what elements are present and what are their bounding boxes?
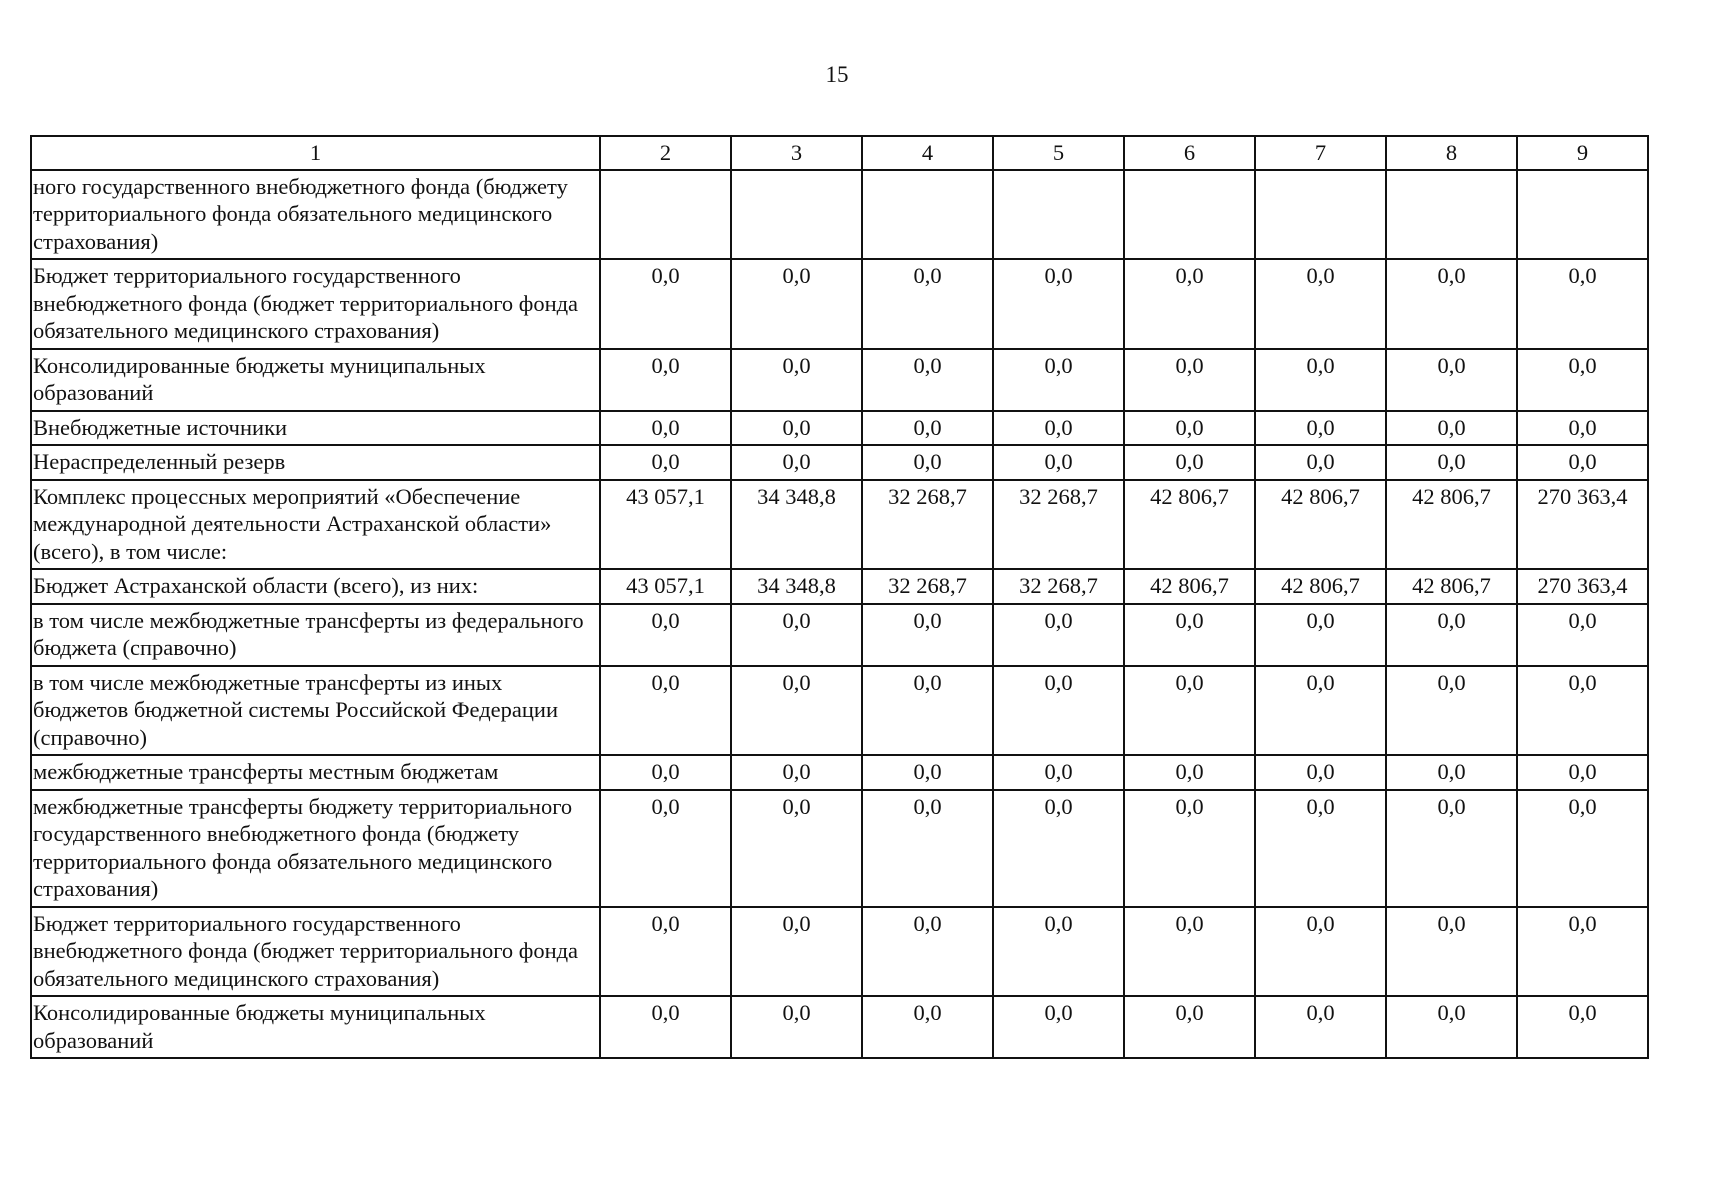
table-row: [31, 445, 1648, 480]
value-cell: 0,0: [731, 349, 862, 411]
value-cell: 0,0: [1255, 604, 1386, 666]
value-cell: 0,0: [1517, 666, 1648, 756]
value-cell: 0,0: [1124, 790, 1255, 907]
value-cell: 0,0: [993, 996, 1124, 1058]
value-cell: 0,0: [1517, 790, 1648, 907]
value-cell: 32 268,7: [862, 569, 993, 604]
value-cell: 0,0: [1255, 259, 1386, 349]
value-cell: 0,0: [1517, 445, 1648, 480]
value-cell: 0,0: [862, 604, 993, 666]
row-label: Внебюджетные источники: [31, 411, 600, 446]
value-cell: 0,0: [731, 907, 862, 997]
value-cell: 0,0: [1124, 445, 1255, 480]
value-cell: 270 363,4: [1517, 569, 1648, 604]
value-cell: 0,0: [862, 445, 993, 480]
table-row: [31, 259, 1648, 349]
value-cell: 0,0: [1517, 907, 1648, 997]
value-cell: 43 057,1: [600, 480, 731, 570]
value-cell: 0,0: [993, 259, 1124, 349]
value-cell: 0,0: [1255, 445, 1386, 480]
table-row: [31, 411, 1648, 446]
row-label: Бюджет территориального государственного внебюджетного фонда (бюджет территориального фонда обязательного медицинского страхования): [31, 907, 600, 997]
value-cell: 42 806,7: [1255, 569, 1386, 604]
value-cell: 0,0: [993, 790, 1124, 907]
table-row: [31, 480, 1648, 570]
value-cell: 0,0: [1124, 666, 1255, 756]
value-cell: 0,0: [1517, 755, 1648, 790]
column-header: 2: [600, 136, 731, 170]
value-cell: 32 268,7: [993, 480, 1124, 570]
column-header: 5: [993, 136, 1124, 170]
column-header: 3: [731, 136, 862, 170]
value-cell: 0,0: [1255, 349, 1386, 411]
value-cell: 42 806,7: [1124, 480, 1255, 570]
value-cell: [600, 170, 731, 260]
row-label: Консолидированные бюджеты муниципальных образований: [31, 996, 600, 1058]
row-label: Бюджет территориального государственного внебюджетного фонда (бюджет территориального фонда обязательного медицинского страхования): [31, 259, 600, 349]
page-number: 15: [825, 62, 849, 87]
value-cell: 0,0: [1386, 790, 1517, 907]
value-cell: 42 806,7: [1124, 569, 1255, 604]
value-cell: 0,0: [1386, 755, 1517, 790]
value-cell: 34 348,8: [731, 569, 862, 604]
value-cell: 0,0: [731, 411, 862, 446]
value-cell: 42 806,7: [1386, 569, 1517, 604]
row-label: межбюджетные трансферты местным бюджетам: [31, 755, 600, 790]
value-cell: 0,0: [1255, 790, 1386, 907]
value-cell: 0,0: [600, 604, 731, 666]
column-header: 8: [1386, 136, 1517, 170]
table-row: [31, 349, 1648, 411]
row-label: Комплекс процессных мероприятий «Обеспечение международной деятельности Астраханской области» (всего), в том числе:: [31, 480, 600, 570]
table-body: [31, 170, 1648, 1059]
value-cell: 0,0: [600, 411, 731, 446]
value-cell: 0,0: [993, 411, 1124, 446]
value-cell: 0,0: [862, 755, 993, 790]
value-cell: 0,0: [1386, 907, 1517, 997]
value-cell: 0,0: [1124, 259, 1255, 349]
budget-table: [30, 135, 1649, 1059]
value-cell: 0,0: [1386, 604, 1517, 666]
table-row: [31, 604, 1648, 666]
value-cell: [1517, 170, 1648, 260]
table-row: [31, 170, 1648, 260]
value-cell: 0,0: [993, 755, 1124, 790]
value-cell: 0,0: [1517, 349, 1648, 411]
column-header: 4: [862, 136, 993, 170]
value-cell: 32 268,7: [993, 569, 1124, 604]
value-cell: 0,0: [1255, 907, 1386, 997]
value-cell: [1255, 170, 1386, 260]
table-row: [31, 790, 1648, 907]
value-cell: [731, 170, 862, 260]
row-label: межбюджетные трансферты бюджету территориального государственного внебюджетного фонда (бюджету территориального фонда обязательного медицинского страхования): [31, 790, 600, 907]
value-cell: 0,0: [1386, 996, 1517, 1058]
value-cell: 0,0: [1386, 411, 1517, 446]
value-cell: 0,0: [993, 666, 1124, 756]
row-label: в том числе межбюджетные трансферты из федерального бюджета (справочно): [31, 604, 600, 666]
value-cell: 0,0: [731, 445, 862, 480]
value-cell: 0,0: [1517, 996, 1648, 1058]
column-header: 9: [1517, 136, 1648, 170]
table-row: [31, 755, 1648, 790]
column-header: 7: [1255, 136, 1386, 170]
value-cell: 0,0: [1124, 755, 1255, 790]
value-cell: 0,0: [600, 259, 731, 349]
value-cell: 0,0: [862, 259, 993, 349]
row-label: Бюджет Астраханской области (всего), из них:: [31, 569, 600, 604]
value-cell: 0,0: [862, 907, 993, 997]
value-cell: 0,0: [1124, 604, 1255, 666]
value-cell: 0,0: [993, 604, 1124, 666]
value-cell: 0,0: [1517, 259, 1648, 349]
value-cell: 0,0: [1124, 996, 1255, 1058]
value-cell: 0,0: [1124, 349, 1255, 411]
value-cell: 0,0: [1386, 666, 1517, 756]
value-cell: 0,0: [600, 907, 731, 997]
header-row: [31, 136, 1648, 170]
row-label: в том числе межбюджетные трансферты из иных бюджетов бюджетной системы Российской Федерации (справочно): [31, 666, 600, 756]
value-cell: 0,0: [1255, 755, 1386, 790]
value-cell: 0,0: [731, 666, 862, 756]
value-cell: 0,0: [1255, 411, 1386, 446]
value-cell: 0,0: [862, 349, 993, 411]
value-cell: 0,0: [1255, 996, 1386, 1058]
row-label: ного государственного внебюджетного фонда (бюджету территориального фонда обязательного медицинского страхования): [31, 170, 600, 260]
value-cell: 34 348,8: [731, 480, 862, 570]
value-cell: 0,0: [600, 445, 731, 480]
value-cell: 0,0: [600, 996, 731, 1058]
value-cell: 0,0: [600, 755, 731, 790]
value-cell: 0,0: [862, 790, 993, 907]
value-cell: 0,0: [862, 411, 993, 446]
value-cell: 43 057,1: [600, 569, 731, 604]
value-cell: 0,0: [993, 445, 1124, 480]
value-cell: 270 363,4: [1517, 480, 1648, 570]
value-cell: [862, 170, 993, 260]
table-row: [31, 666, 1648, 756]
value-cell: 0,0: [1386, 445, 1517, 480]
value-cell: 0,0: [731, 790, 862, 907]
table-row: [31, 569, 1648, 604]
row-label: Консолидированные бюджеты муниципальных образований: [31, 349, 600, 411]
value-cell: [1124, 170, 1255, 260]
column-header: 6: [1124, 136, 1255, 170]
value-cell: 42 806,7: [1255, 480, 1386, 570]
table-row: [31, 907, 1648, 997]
value-cell: 0,0: [862, 666, 993, 756]
value-cell: 0,0: [1517, 411, 1648, 446]
value-cell: 0,0: [731, 604, 862, 666]
column-header: 1: [31, 136, 600, 170]
value-cell: 0,0: [1517, 604, 1648, 666]
value-cell: 0,0: [1386, 349, 1517, 411]
row-label: Нераспределенный резерв: [31, 445, 600, 480]
value-cell: 0,0: [600, 790, 731, 907]
value-cell: 0,0: [993, 907, 1124, 997]
value-cell: 42 806,7: [1386, 480, 1517, 570]
table-row: [31, 996, 1648, 1058]
value-cell: 0,0: [993, 349, 1124, 411]
value-cell: 0,0: [1124, 411, 1255, 446]
value-cell: 0,0: [731, 996, 862, 1058]
value-cell: 0,0: [862, 996, 993, 1058]
value-cell: 0,0: [731, 259, 862, 349]
value-cell: 0,0: [1124, 907, 1255, 997]
value-cell: 0,0: [600, 349, 731, 411]
value-cell: [1386, 170, 1517, 260]
value-cell: 0,0: [1255, 666, 1386, 756]
value-cell: 0,0: [1386, 259, 1517, 349]
value-cell: 32 268,7: [862, 480, 993, 570]
value-cell: 0,0: [600, 666, 731, 756]
value-cell: [993, 170, 1124, 260]
value-cell: 0,0: [731, 755, 862, 790]
